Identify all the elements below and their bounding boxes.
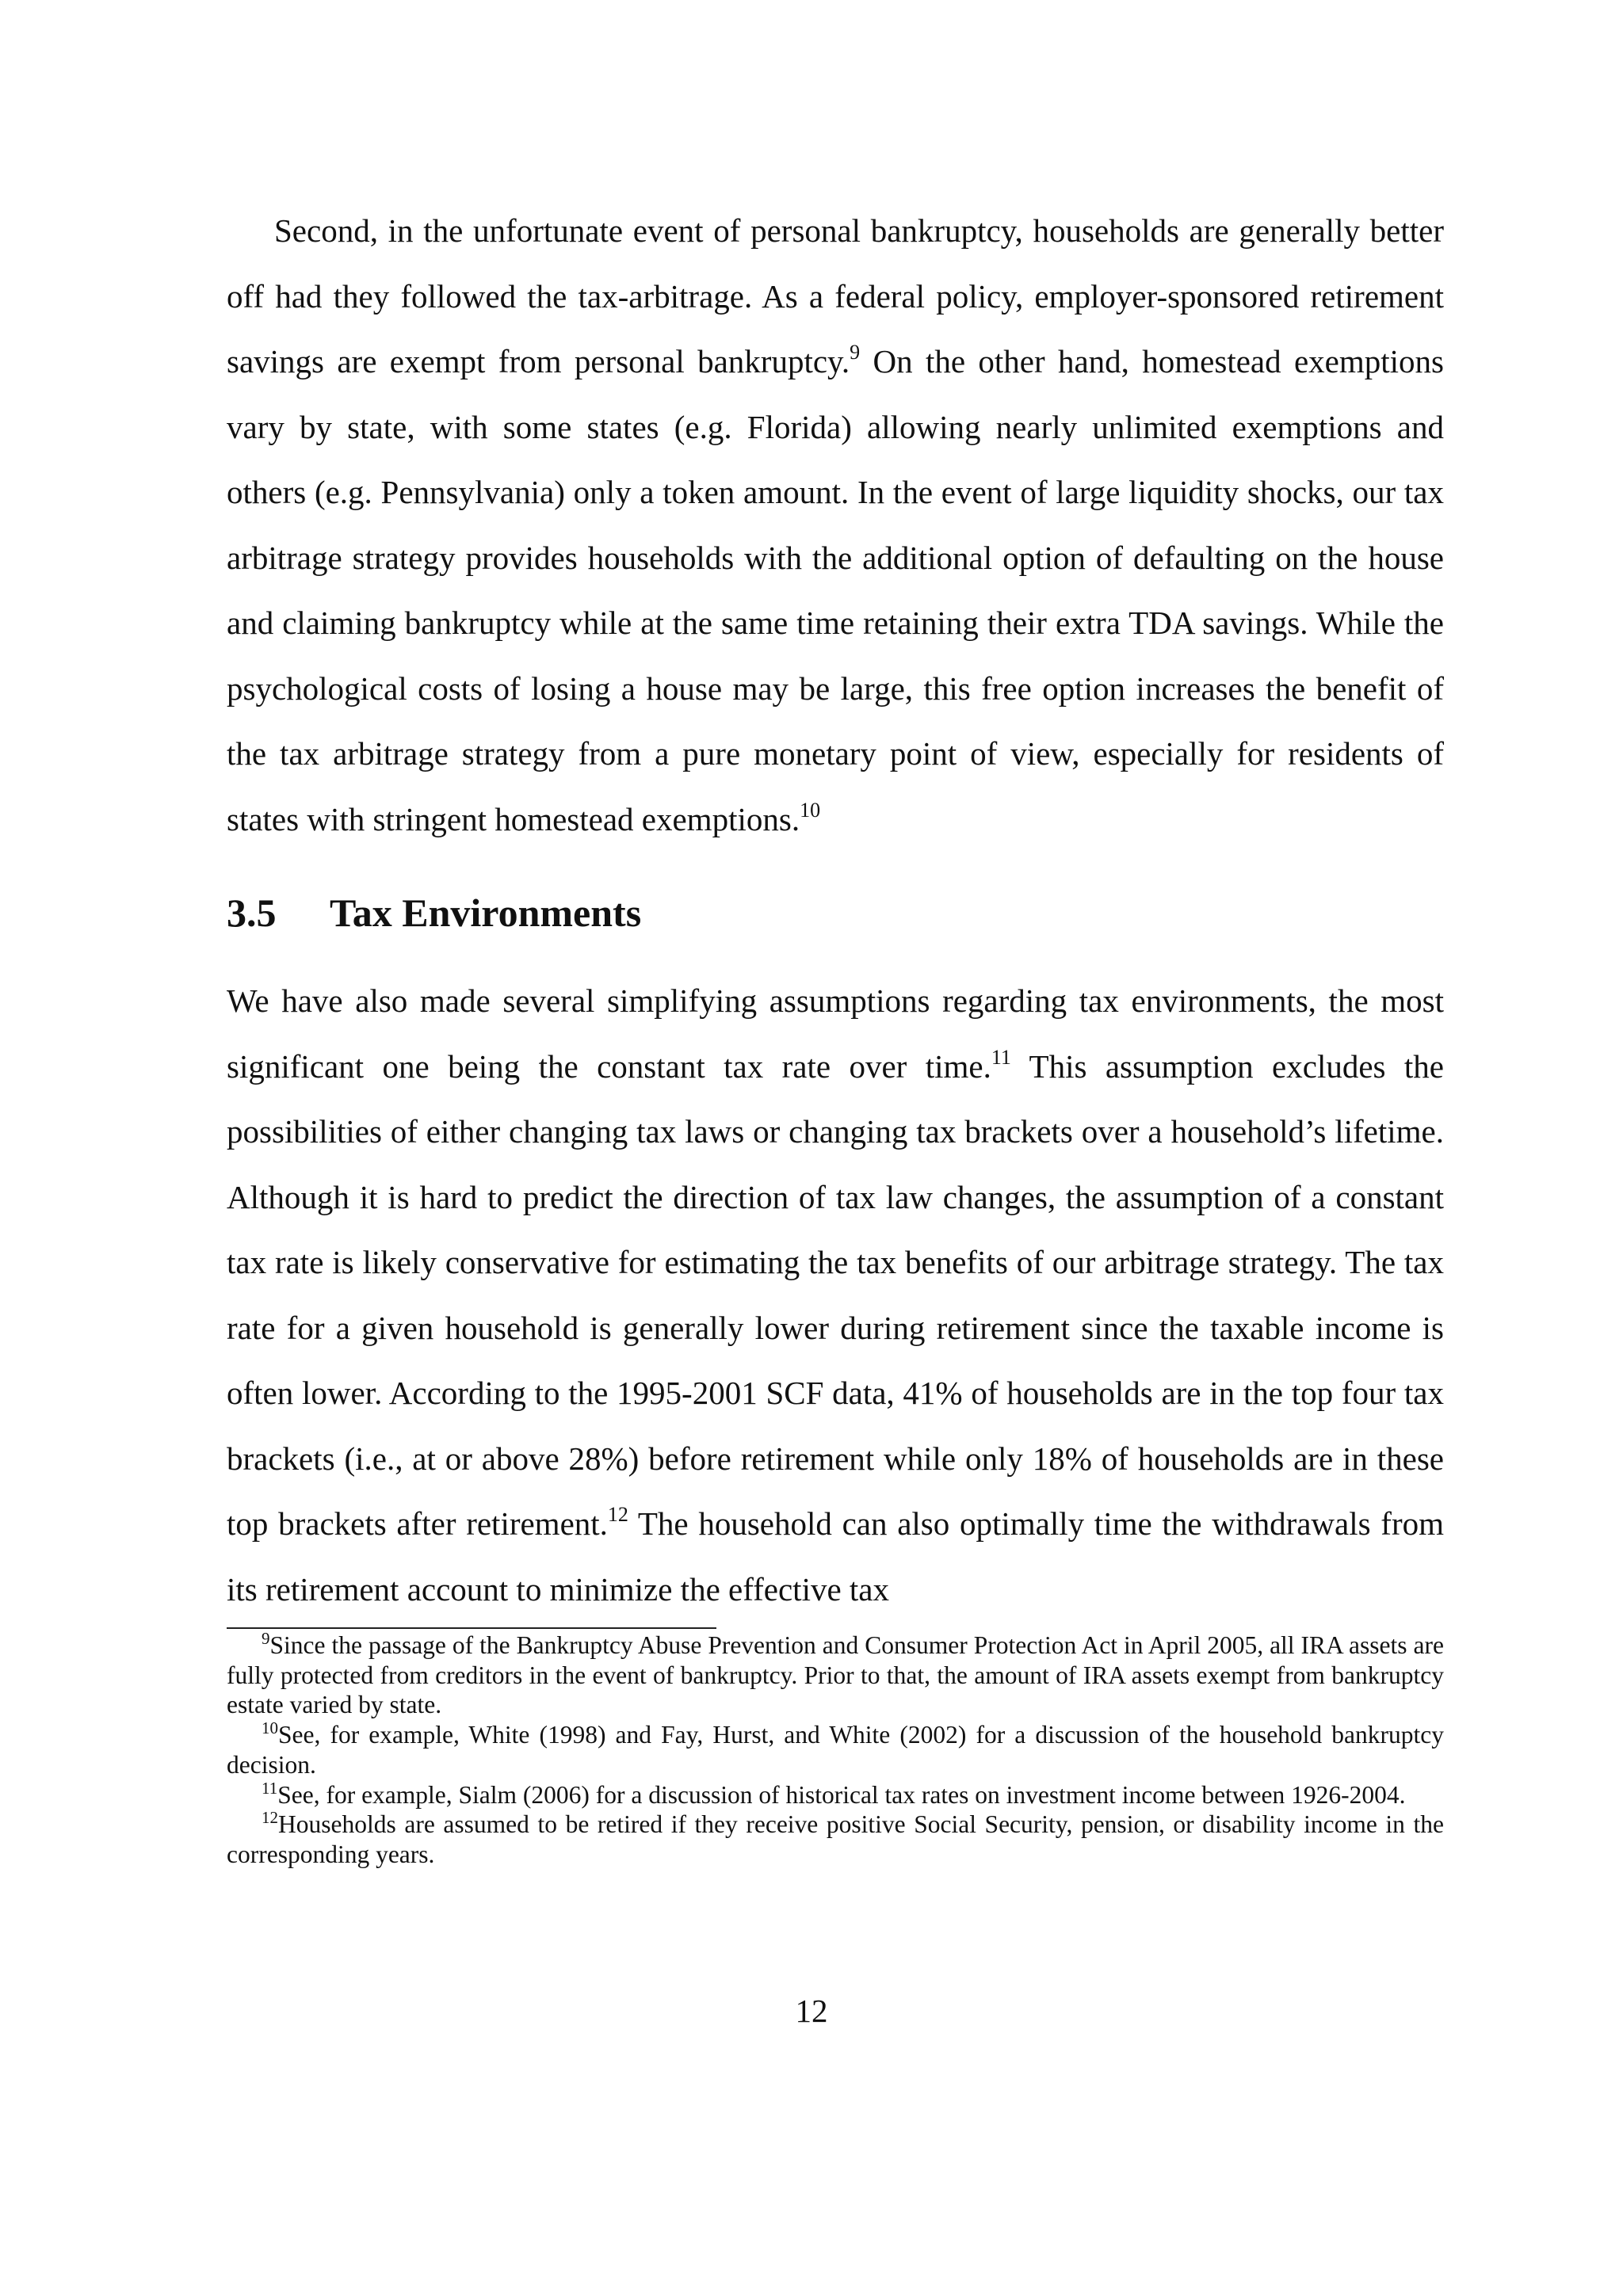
footnote-reference-12[interactable]: 12: [607, 1503, 628, 1526]
footnotes-section: [227, 1630, 1444, 1870]
footnote-10: [227, 1720, 1444, 1779]
paragraph-text: On the other hand, homestead exemptions vary by state, with some states (e.g. Florida) allowing nearly unlimited exemptions and others (e.g. Pennsylvania) only a token amount. In the event of large liquidity shocks, our tax arbitrage strategy provides households with the additional option of defaulting on the house and claiming bankruptcy while at the same time retaining their extra TDA savings. While the psychological costs of losing a house may be large, this free option increases the benefit of the tax arbitrage strategy from a pure monetary point of view, especially for residents of states with stringent homestead exemptions.: [227, 343, 1444, 837]
footnote-9: [227, 1630, 1444, 1720]
paragraph-text: We have also made several simplifying assumptions regarding tax environments, the most significant one being the constant tax rate over time.: [227, 982, 1444, 1085]
footnote-text: Since the passage of the Bankruptcy Abuse Prevention and Consumer Protection Act in April 2005, all IRA assets are fully protected from creditors in the event of bankruptcy. Prior to that, the amount of IRA assets exempt from bankruptcy estate varied by state.: [227, 1631, 1444, 1719]
footnote-reference-10[interactable]: 10: [800, 798, 821, 822]
footnote-mark: 9: [262, 1629, 270, 1648]
footnote-mark: 12: [262, 1808, 278, 1828]
body-paragraph-2: [227, 968, 1444, 1622]
paragraph-text: The household can also optimally time the withdrawals from its retirement account to minimize the effective tax: [227, 1505, 1444, 1608]
footnote-text: See, for example, White (1998) and Fay, Hurst, and White (2002) for a discussion of the household bankruptcy decision.: [227, 1721, 1444, 1779]
footnote-mark: 11: [262, 1778, 278, 1798]
footnote-mark: 10: [262, 1718, 278, 1738]
section-title: Tax Environments: [330, 891, 642, 935]
page-number: 12: [795, 1993, 828, 2029]
paragraph-text: Second, in the unfortunate event of personal bankruptcy, households are generally better off had they followed the tax-arbitrage. As a federal policy, employer-sponsored retirement savings are exempt from personal bankruptcy.: [227, 212, 1444, 379]
body-paragraph-1: [227, 198, 1444, 852]
footnote-text: Households are assumed to be retired if they receive positive Social Security, pension, or disability income in the corresponding years.: [227, 1810, 1444, 1868]
footnote-reference-11[interactable]: 11: [991, 1045, 1011, 1069]
footnote-reference-9[interactable]: 9: [850, 341, 861, 364]
footnote-text: See, for example, Sialm (2006) for a discussion of historical tax rates on investment income between 1926-2004.: [277, 1780, 1406, 1809]
footnote-11: [227, 1780, 1444, 1810]
footnote-12: [227, 1810, 1444, 1869]
section-number: 3.5: [227, 891, 277, 935]
paragraph-text: This assumption excludes the possibilities of either changing tax laws or changing tax brackets over a household’s lifetime. Although it is hard to predict the direction of tax law changes, the assumption of a constant tax rate is likely conservative for estimating the tax benefits of our arbitrage strategy. The tax rate for a given household is generally lower during retirement since the taxable income is often lower. According to the 1995-2001 SCF data, 41% of households are in the top four tax brackets (i.e., at or above 28%) before retirement while only 18% of households are in these top brackets after retirement.: [227, 1047, 1444, 1542]
section-heading: [227, 881, 641, 944]
footnote-divider: [227, 1627, 716, 1629]
